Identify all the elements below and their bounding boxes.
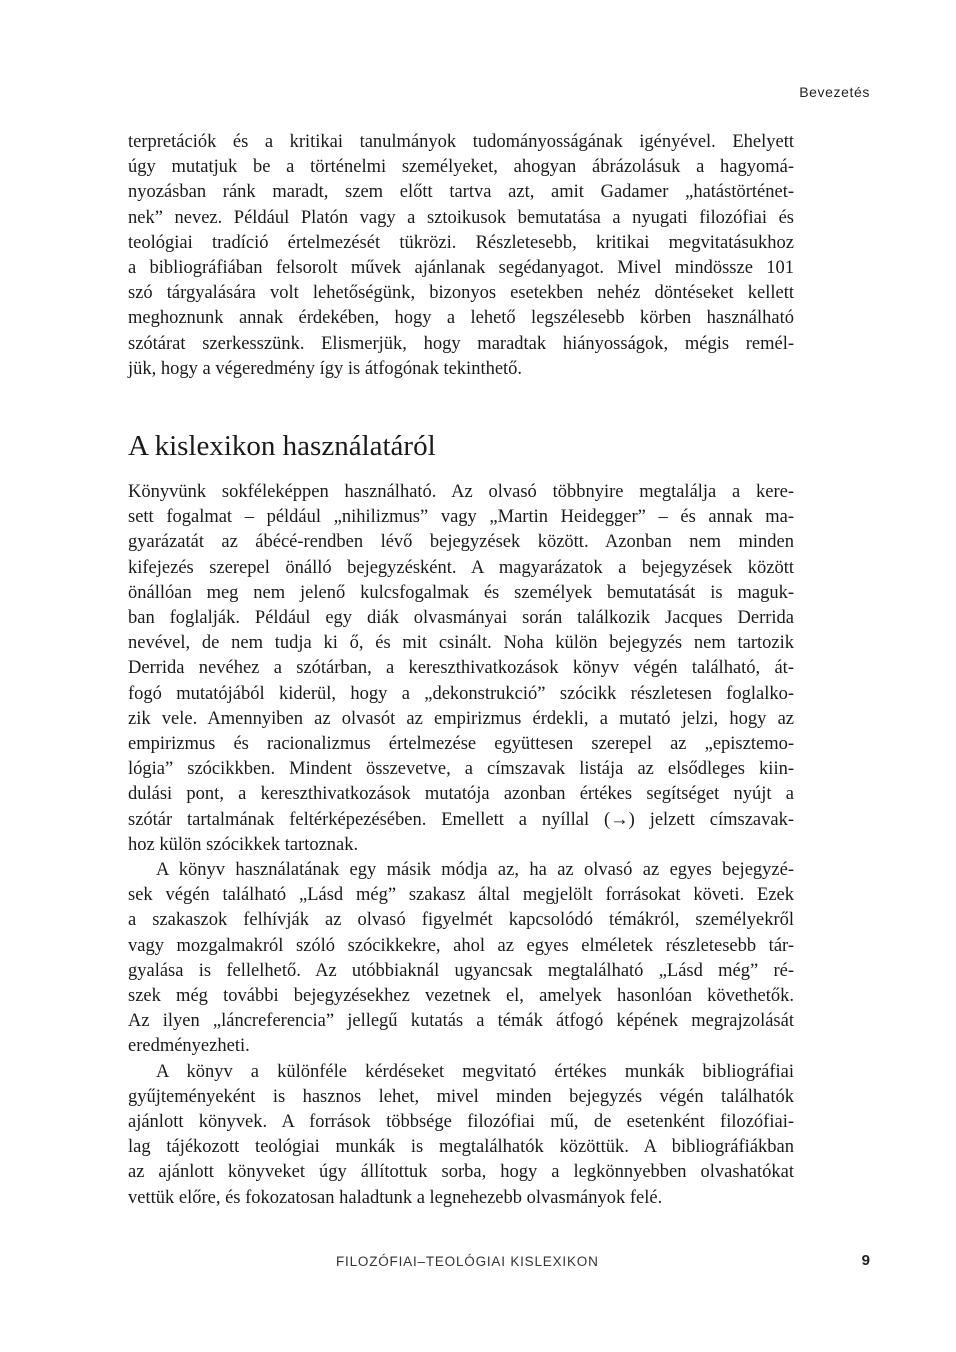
text-line: Az ilyen „láncreferencia” jellegű kutatás a témák átfogó képének megrajzolását bbox=[128, 1011, 794, 1032]
text-line: vettük előre, és fokozatosan haladtunk a legnehezebb olvasmányok felé. bbox=[128, 1187, 663, 1208]
text-line: meghoznunk annak érdekében, hogy a lehető legszélesebb körben használható bbox=[128, 308, 794, 329]
text-line: ajánlott könyvek. A források többsége filozófiai mű, de esetenként filozófiai- bbox=[128, 1112, 794, 1133]
text-line: szek még további bejegyzésekhez vezetnek el, amelyek hasonlóan követhetők. bbox=[128, 986, 794, 1007]
intro-paragraph bbox=[128, 130, 794, 382]
text-line: a szakaszok felhívják az olvasó figyelmét kapcsolódó témákról, személyekről bbox=[128, 910, 794, 931]
text-line: nevével, de nem tudja ki ő, és mit csinált. Noha külön bejegyzés nem tartozik bbox=[128, 633, 794, 654]
text-line: hoz külön szócikkek tartoznak. bbox=[128, 834, 359, 855]
text-line: nek” nevez. Például Platón vagy a sztoikusok bemutatása a nyugati filozófiai és bbox=[128, 207, 794, 228]
text-line: kifejezés szerepel önálló bejegyzésként. A magyarázatok a bejegyzések között bbox=[128, 557, 794, 578]
text-line: szótár tartalmának feltérképezésében. Emellett a nyíllal (→) jelzett címszavak- bbox=[128, 809, 794, 830]
running-head: Bevezetés bbox=[799, 84, 870, 100]
text-line: lógia” szócikkben. Mindent összevetve, a címszavak listája az elsődleges kiin- bbox=[128, 759, 794, 780]
text-line: A könyv használatának egy másik módja az, ha az olvasó az egyes bejegyzé- bbox=[156, 860, 794, 881]
text-line: szótárat szerkesszünk. Elismerjük, hogy maradtak hiányosságok, mégis remél- bbox=[128, 333, 794, 354]
text-line: vagy mozgalmakról szóló szócikkekre, ahol az egyes elméletek részletesebb tár- bbox=[128, 935, 794, 956]
text-line: ban foglalják. Például egy diák olvasmányai során találkozik Jacques Derrida bbox=[128, 608, 794, 629]
text-line: úgy mutatjuk be a történelmi személyeket, ahogyan ábrázolásuk a hagyomá- bbox=[128, 157, 794, 178]
text-line: dulási pont, a kereszthivatkozások mutatója azonban értékes segítséget nyújt a bbox=[128, 784, 794, 805]
text-line: szó tárgyalására volt lehetőségünk, bizonyos esetekben nehéz döntéseket kellett bbox=[128, 283, 794, 304]
text-line: teológiai tradíció értelmezését tükrözi. Részletesebb, kritikai megvitatásukhoz bbox=[128, 232, 794, 253]
text-line: Könyvünk sokféleképpen használható. Az olvasó többnyire megtalálja a kere- bbox=[128, 482, 794, 502]
text-line: terpretációk és a kritikai tanulmányok tudományosságának igényével. Ehelyett bbox=[128, 132, 794, 152]
text-line: sek végén található „Lásd még” szakasz által megjelölt forrásokat követi. Ezek bbox=[128, 885, 794, 906]
text-line: Derrida nevéhez a szótárban, a kereszthivatkozások könyv végén található, át- bbox=[128, 658, 794, 679]
text-line: zik vele. Amennyiben az olvasót az empirizmus érdekli, a mutató jelzi, hogy az bbox=[128, 708, 794, 729]
text-line: gyűjteményeként is hasznos lehet, mivel minden bejegyzés végén találhatók bbox=[128, 1086, 794, 1107]
text-line: az ajánlott könyveket úgy állítottuk sorba, hogy a legkönnyebben olvashatókat bbox=[128, 1162, 794, 1183]
text-line: sett fogalmat – például „nihilizmus” vagy „Martin Heidegger” – és annak ma- bbox=[128, 507, 794, 528]
text-line: lag tájékozott teológiai munkák is megtalálhatók közöttük. A bibliográfiákban bbox=[128, 1137, 794, 1158]
text-line: A könyv a különféle kérdéseket megvitató értékes munkák bibliográfiai bbox=[156, 1061, 794, 1082]
text-line: fogó mutatójából kiderül, hogy a „dekonstrukció” szócikk részletesen foglalko- bbox=[128, 683, 794, 704]
text-line: eredményezheti. bbox=[128, 1036, 250, 1057]
text-line: önállóan meg nem jelenő kulcsfogalmak és személyek bemutatását is maguk- bbox=[128, 582, 794, 603]
footer-book-title: FILOZÓFIAI–TEOLÓGIAI KISLEXIKON bbox=[336, 1254, 599, 1269]
paragraph-1 bbox=[128, 480, 794, 858]
text-line: empirizmus és racionalizmus értelmezése együttesen szerepel az „episztemo- bbox=[128, 734, 794, 755]
text-line: jük, hogy a végeredmény így is átfogónak tekinthető. bbox=[128, 358, 523, 379]
paragraph-3 bbox=[128, 1060, 794, 1211]
text-line: gyalása is fellelhető. Az utóbbiaknál ugyancsak megtalálható „Lásd még” ré- bbox=[128, 960, 794, 981]
text-line: nyozásban ránk maradt, szem előtt tartva azt, amit Gadamer „hatástörténet- bbox=[128, 182, 794, 203]
section-heading: A kislexikon használatáról bbox=[128, 430, 436, 462]
page-number: 9 bbox=[861, 1252, 870, 1269]
section-body bbox=[128, 480, 794, 1211]
paragraph-2 bbox=[128, 858, 794, 1060]
text-line: a bibliográfiában felsorolt művek ajánlanak segédanyagot. Mivel mindössze 101 bbox=[128, 258, 794, 279]
text-line: gyarázatát az ábécé-rendben lévő bejegyzések között. Azonban nem minden bbox=[128, 532, 794, 553]
